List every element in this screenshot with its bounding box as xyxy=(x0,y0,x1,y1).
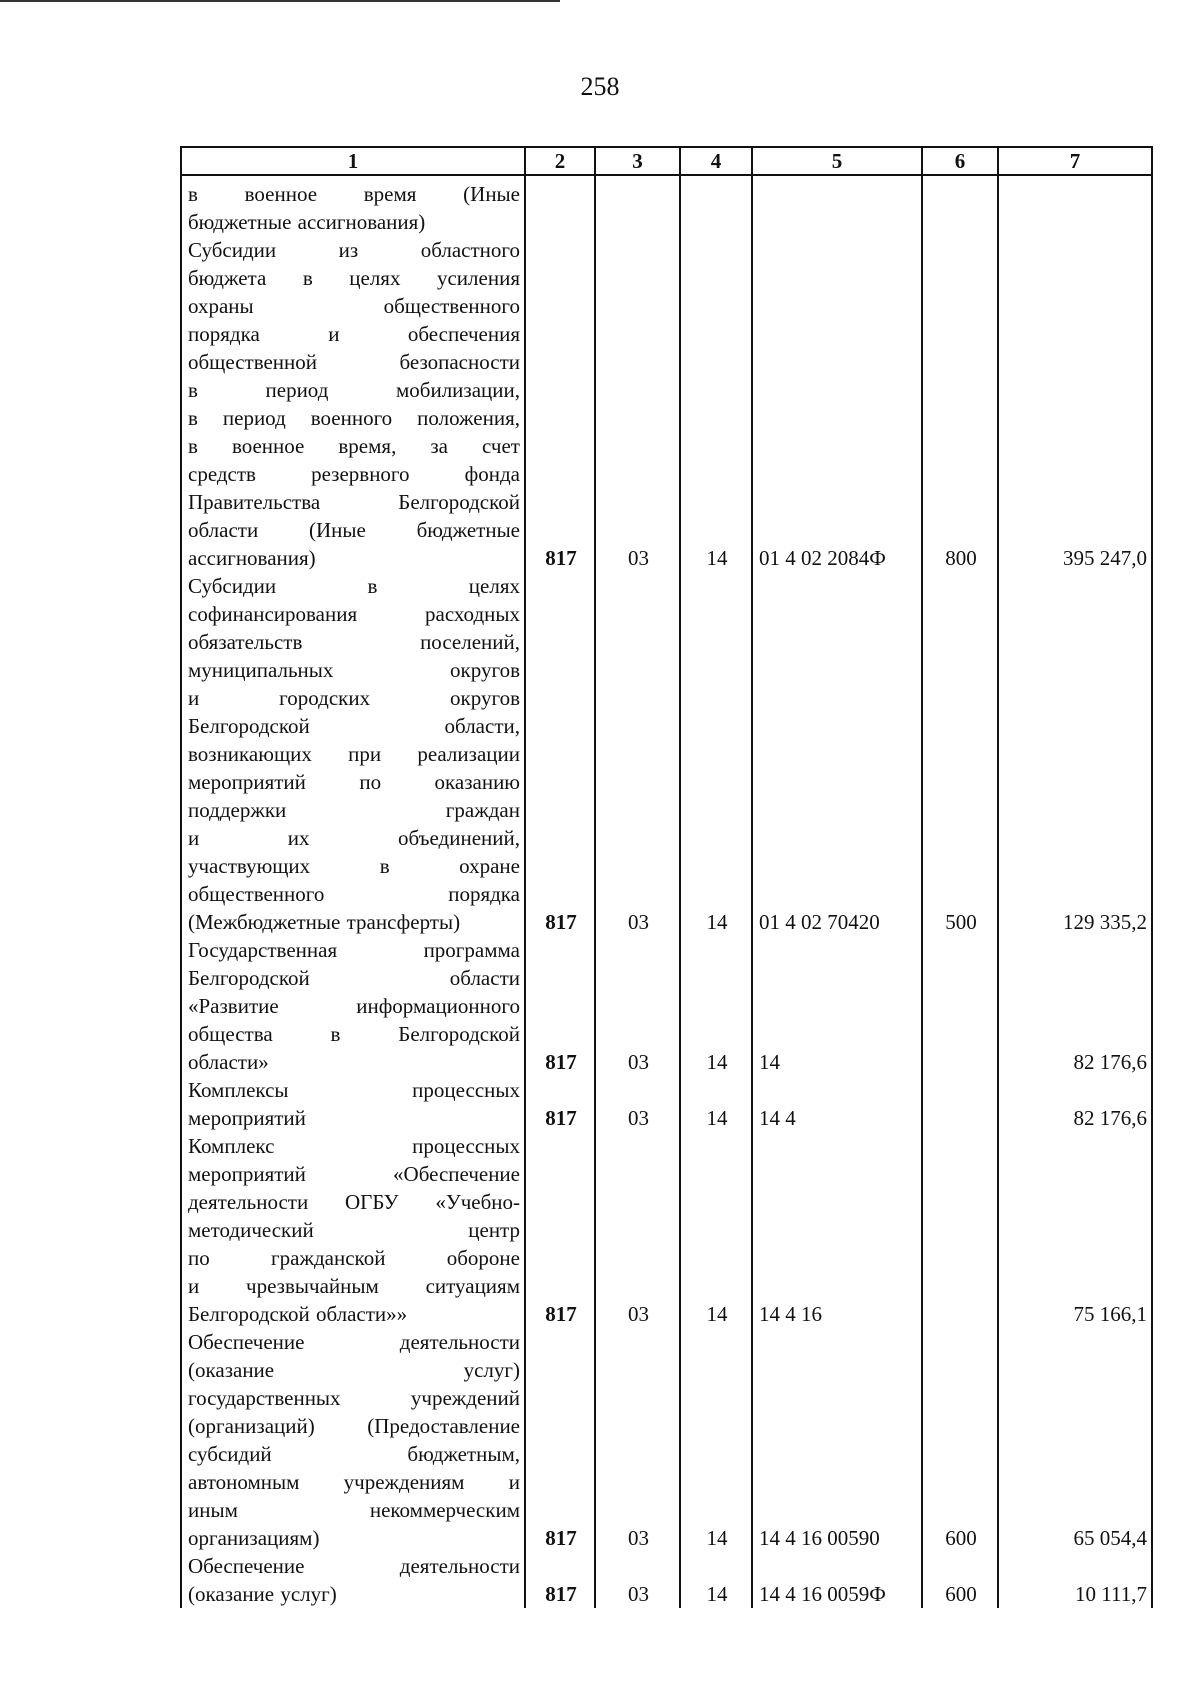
row-expense-type-code xyxy=(922,1132,998,1328)
row-subsection-code xyxy=(680,175,752,236)
row-section-code: 03 xyxy=(595,236,680,572)
column-header-1: 1 xyxy=(181,147,525,175)
row-ministry-code: 817 xyxy=(525,236,595,572)
description-line: и городских округов xyxy=(188,686,520,710)
row-description xyxy=(181,1076,525,1132)
description-line: и чрезвычайным ситуациям xyxy=(188,1274,520,1298)
description-line: мероприятий «Обеспечение xyxy=(188,1162,520,1186)
row-target-article-code: 14 4 xyxy=(752,1076,922,1132)
description-line: в период военного положения, xyxy=(188,406,520,430)
description-line: поддержки граждан xyxy=(188,798,520,822)
row-section-code: 03 xyxy=(595,1328,680,1552)
row-ministry-code xyxy=(525,175,595,236)
table-row xyxy=(181,1132,1152,1328)
table-row xyxy=(181,572,1152,936)
scan-top-edge-rule xyxy=(0,0,560,2)
row-ministry-code: 817 xyxy=(525,936,595,1076)
row-expense-type-code xyxy=(922,936,998,1076)
row-subsection-code: 14 xyxy=(680,572,752,936)
row-expense-type-code: 600 xyxy=(922,1328,998,1552)
row-expense-type-code: 600 xyxy=(922,1552,998,1608)
description-line: (организаций) (Предоставление xyxy=(188,1414,520,1438)
row-target-article-code: 14 4 16 xyxy=(752,1132,922,1328)
row-expense-type-code xyxy=(922,175,998,236)
row-amount: 395 247,0 xyxy=(998,236,1152,572)
description-line: Правительства Белгородской xyxy=(188,490,520,514)
description-line: порядка и обеспечения xyxy=(188,322,520,346)
row-ministry-code: 817 xyxy=(525,1132,595,1328)
row-subsection-code: 14 xyxy=(680,1328,752,1552)
description-line: бюджета в целях усиления xyxy=(188,266,520,290)
row-amount: 82 176,6 xyxy=(998,936,1152,1076)
row-subsection-code: 14 xyxy=(680,936,752,1076)
row-section-code: 03 xyxy=(595,1076,680,1132)
description-line: Субсидии из областного xyxy=(188,238,520,262)
table-row xyxy=(181,236,1152,572)
description-line: Обеспечение деятельности xyxy=(188,1330,520,1354)
row-description xyxy=(181,1132,525,1328)
row-amount: 65 054,4 xyxy=(998,1328,1152,1552)
row-ministry-code: 817 xyxy=(525,1552,595,1608)
description-line: в период мобилизации, xyxy=(188,378,520,402)
description-line: Белгородской области xyxy=(188,966,520,990)
description-line: по гражданской обороне xyxy=(188,1246,520,1270)
row-section-code: 03 xyxy=(595,572,680,936)
row-description xyxy=(181,236,525,572)
row-subsection-code: 14 xyxy=(680,1132,752,1328)
table-row xyxy=(181,936,1152,1076)
column-header-6: 6 xyxy=(922,147,998,175)
description-line: субсидий бюджетным, xyxy=(188,1442,520,1466)
row-subsection-code: 14 xyxy=(680,1552,752,1608)
description-line: «Развитие информационного xyxy=(188,994,520,1018)
description-line: (оказание услуг) xyxy=(188,1358,520,1382)
row-target-article-code: 01 4 02 2084Ф xyxy=(752,236,922,572)
description-line: Обеспечение деятельности xyxy=(188,1554,520,1578)
row-ministry-code: 817 xyxy=(525,572,595,936)
description-line: бюджетные ассигнования) xyxy=(188,210,426,234)
description-line: общественной безопасности xyxy=(188,350,520,374)
description-line: Комплекс процессных xyxy=(188,1134,520,1158)
description-line: участвующих в охране xyxy=(188,854,520,878)
row-amount: 10 111,7 xyxy=(998,1552,1152,1608)
description-line: и их объединений, xyxy=(188,826,520,850)
row-section-code xyxy=(595,175,680,236)
row-section-code: 03 xyxy=(595,1132,680,1328)
row-description xyxy=(181,175,525,236)
description-line: государственных учреждений xyxy=(188,1386,520,1410)
description-line: охраны общественного xyxy=(188,294,520,318)
description-line: возникающих при реализации xyxy=(188,742,520,766)
column-header-2: 2 xyxy=(525,147,595,175)
column-header-5: 5 xyxy=(752,147,922,175)
row-section-code: 03 xyxy=(595,936,680,1076)
row-target-article-code: 14 xyxy=(752,936,922,1076)
row-target-article-code: 01 4 02 70420 xyxy=(752,572,922,936)
description-line: Белгородской области»» xyxy=(188,1302,408,1326)
row-description xyxy=(181,572,525,936)
table-row xyxy=(181,1076,1152,1132)
column-header-7: 7 xyxy=(998,147,1152,175)
table-body xyxy=(181,175,1152,1608)
description-line: в военное время, за счет xyxy=(188,434,520,458)
description-line: организациям) xyxy=(188,1526,320,1550)
row-amount: 82 176,6 xyxy=(998,1076,1152,1132)
description-line: автономным учреждениям и xyxy=(188,1470,520,1494)
description-line: обязательств поселений, xyxy=(188,630,520,654)
row-expense-type-code: 500 xyxy=(922,572,998,936)
description-line: мероприятий по оказанию xyxy=(188,770,520,794)
description-line: иным некоммерческим xyxy=(188,1498,520,1522)
description-line: области» xyxy=(188,1050,269,1074)
page-number: 258 xyxy=(580,72,620,101)
description-line: области (Иные бюджетные xyxy=(188,518,520,542)
row-expense-type-code: 800 xyxy=(922,236,998,572)
row-subsection-code: 14 xyxy=(680,236,752,572)
row-target-article-code xyxy=(752,175,922,236)
description-line: общества в Белгородской xyxy=(188,1022,520,1046)
description-line: деятельности ОГБУ «Учебно- xyxy=(188,1190,520,1214)
row-description xyxy=(181,936,525,1076)
row-amount xyxy=(998,175,1152,236)
row-amount: 75 166,1 xyxy=(998,1132,1152,1328)
description-line: Белгородской области, xyxy=(188,714,520,738)
description-line: мероприятий xyxy=(188,1106,306,1130)
table-row xyxy=(181,1328,1152,1552)
description-line: (оказание услуг) xyxy=(188,1582,337,1606)
description-line: софинансирования расходных xyxy=(188,602,520,626)
description-line: Государственная программа xyxy=(188,938,520,962)
row-ministry-code: 817 xyxy=(525,1328,595,1552)
table-row xyxy=(181,175,1152,236)
row-target-article-code: 14 4 16 0059Ф xyxy=(752,1552,922,1608)
row-subsection-code: 14 xyxy=(680,1076,752,1132)
description-line: муниципальных округов xyxy=(188,658,520,682)
description-line: общественного порядка xyxy=(188,882,520,906)
description-line: методический центр xyxy=(188,1218,520,1242)
description-line: ассигнования) xyxy=(188,546,316,570)
row-description xyxy=(181,1552,525,1608)
description-line: Комплексы процессных xyxy=(188,1078,520,1102)
table-header-row xyxy=(181,147,1152,175)
description-line: Субсидии в целях xyxy=(188,574,520,598)
row-section-code: 03 xyxy=(595,1552,680,1608)
budget-table xyxy=(180,146,1153,1608)
row-expense-type-code xyxy=(922,1076,998,1132)
row-description xyxy=(181,1328,525,1552)
column-header-3: 3 xyxy=(595,147,680,175)
description-line: (Межбюджетные трансферты) xyxy=(188,910,461,934)
description-line: в военное время (Иные xyxy=(188,182,520,206)
row-amount: 129 335,2 xyxy=(998,572,1152,936)
table-row xyxy=(181,1552,1152,1608)
column-header-4: 4 xyxy=(680,147,752,175)
row-target-article-code: 14 4 16 00590 xyxy=(752,1328,922,1552)
row-ministry-code: 817 xyxy=(525,1076,595,1132)
description-line: средств резервного фонда xyxy=(188,462,520,486)
